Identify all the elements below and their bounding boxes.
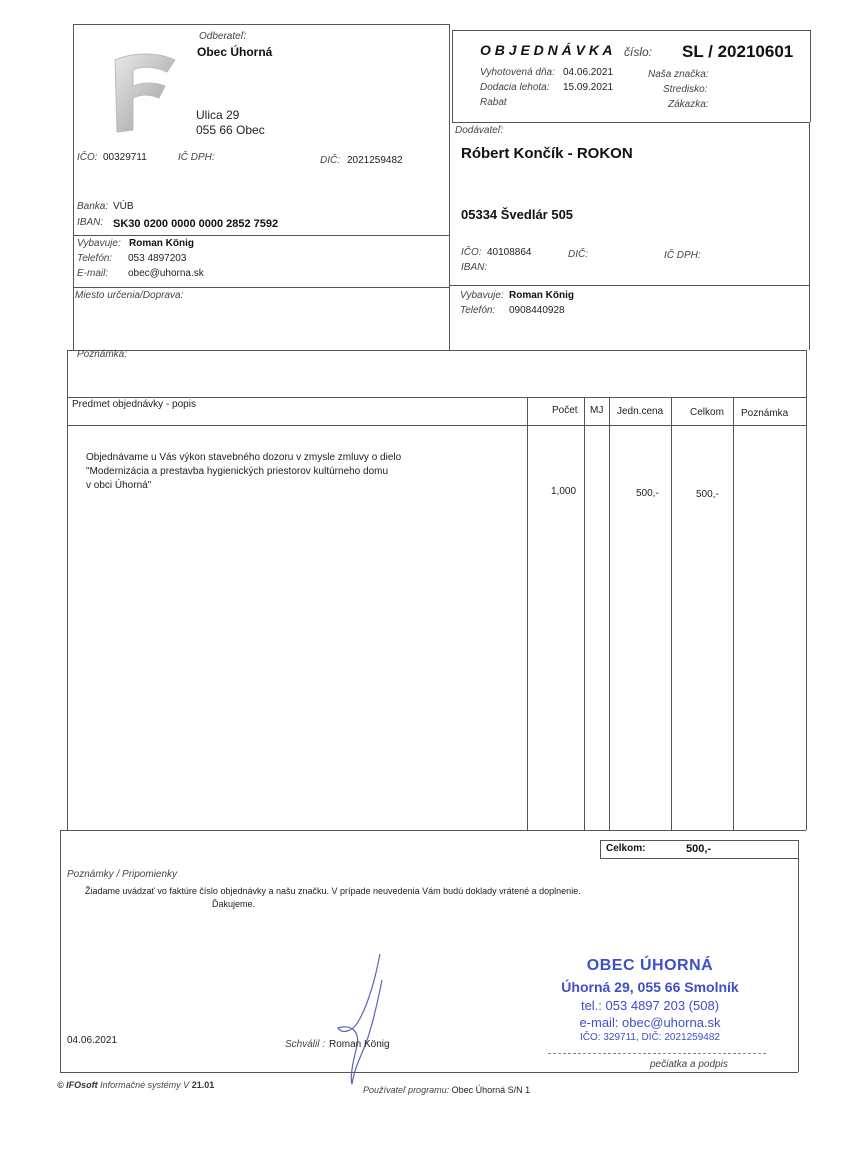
supplier-iban-label: IBAN: (461, 262, 488, 273)
approved-label: Schválil : (285, 1039, 326, 1050)
sum-label: Celkom: (606, 843, 646, 854)
software-version: 21.01 (191, 1080, 215, 1090)
rabat-label: Rabat (480, 97, 507, 108)
buyer-city: 055 66 Obec (196, 123, 265, 137)
delivery-label: Dodacia lehota: (480, 82, 550, 93)
buyer-dic-label: DIČ: (320, 155, 340, 166)
sum-value: 500,- (686, 843, 712, 855)
program-user-label: Používateľ programu: (363, 1085, 450, 1095)
official-stamp (520, 957, 780, 1043)
municipality-logo-icon (103, 50, 183, 135)
buyer-phone: 053 4897203 (128, 253, 187, 264)
buyer-handler-label: Vybavuje: (77, 238, 121, 249)
stamp-line-1: OBEC ÚHORNÁ (586, 957, 714, 974)
item-total: 500,- (696, 489, 719, 500)
destination-label: Miesto určenia/Doprava: (75, 290, 184, 301)
buyer-phone-label: Telefón: (77, 253, 113, 264)
buyer-email-label: E-mail: (77, 268, 109, 279)
stamp-line-4: e-mail: obec@uhorna.sk (579, 1015, 721, 1030)
item-line-3: v obci Úhorná" (86, 480, 152, 491)
supplier-icdph-label: IČ DPH: (664, 250, 701, 261)
order-number-label: číslo: (624, 45, 653, 59)
supplier-label: Dodávateľ: (455, 125, 504, 136)
software-text: Informačné systémy V (100, 1080, 190, 1090)
remarks-line-1: Žiadame uvádzať vo faktúre číslo objednávky a našu značku. V prípade neuvedenia Vám budú doklady vrátené a doplnenie. (85, 886, 581, 896)
supplier-phone-label: Telefón: (460, 305, 496, 316)
supplier-handler: Roman König (509, 290, 574, 301)
supplier-ico-label: IČO: (461, 247, 482, 258)
issued-date: 04.06.2021 (563, 67, 614, 78)
remarks-line-2: Ďakujeme. (212, 899, 256, 909)
col-count: Počet (552, 405, 578, 416)
order-number: SL / 20210601 (682, 42, 794, 61)
buyer-handler: Roman König (129, 238, 194, 249)
footer-date: 04.06.2021 (67, 1035, 118, 1046)
program-user-value: Obec Úhorná S/N 1 (451, 1085, 531, 1095)
approved-name: Roman König (329, 1039, 390, 1050)
col-total: Celkom (690, 407, 724, 418)
supplier-dic-label: DIČ: (568, 249, 588, 260)
signature (330, 950, 390, 1090)
supplier-name: Róbert Končík - ROKON (461, 145, 633, 162)
note-label: Poznámka: (77, 349, 128, 360)
center-label: Stredisko: (663, 84, 708, 95)
buyer-email: obec@uhorna.sk (128, 268, 204, 279)
buyer-street: Ulica 29 (196, 108, 240, 122)
buyer-ico: 00329711 (103, 152, 147, 163)
stamp-line-5: IČO: 329711, DIČ: 2021259482 (580, 1032, 720, 1043)
item-unit-price: 500,- (636, 488, 659, 499)
contract-label: Zákazka: (668, 99, 709, 110)
delivery-date: 15.09.2021 (563, 82, 614, 93)
program-user (363, 1085, 530, 1095)
stamp-signature-label: pečiatka a podpis (650, 1059, 728, 1070)
buyer-label: Odberateľ: (199, 31, 247, 42)
item-count: 1,000 (551, 486, 577, 497)
buyer-dic: 2021259482 (347, 155, 403, 166)
supplier-phone: 0908440928 (509, 305, 565, 316)
supplier-ico: 40108864 (487, 247, 532, 258)
col-unit: MJ (590, 405, 604, 416)
buyer-name: Obec Úhorná (197, 45, 273, 59)
software-brand: © IFOsoft (57, 1080, 98, 1090)
col-unit-price: Jedn.cena (617, 406, 664, 417)
item-line-1: Objednávame u Vás výkon stavebného dozoru v zmysle zmluvy o dielo (86, 452, 402, 463)
our-mark-label: Naša značka: (648, 69, 709, 80)
bank-name: VÚB (113, 201, 134, 212)
order-title: O B J E D N Á V K A (480, 42, 613, 58)
remarks-label: Poznámky / Pripomienky (67, 869, 178, 880)
supplier-address: 05334 Švedlár 505 (461, 207, 574, 222)
bank-label: Banka: (77, 201, 109, 212)
col-description: Predmet objednávky - popis (72, 399, 196, 410)
buyer-icdph-label: IČ DPH: (178, 152, 215, 163)
item-line-2: "Modernizácia a prestavba hygienických priestorov kultúrneho domu (86, 466, 389, 477)
stamp-line-2: Úhorná 29, 055 66 Smolník (561, 979, 739, 995)
buyer-iban: SK30 0200 0000 0000 2852 7592 (113, 218, 279, 230)
software-info (57, 1080, 214, 1090)
issued-label: Vyhotovená dňa: (480, 67, 555, 78)
buyer-ico-label: IČO: (77, 152, 98, 163)
supplier-handler-label: Vybavuje: (460, 290, 504, 301)
iban-label: IBAN: (77, 217, 104, 228)
col-note: Poznámka (741, 408, 789, 419)
stamp-line-3: tel.: 053 4897 203 (508) (580, 998, 720, 1013)
